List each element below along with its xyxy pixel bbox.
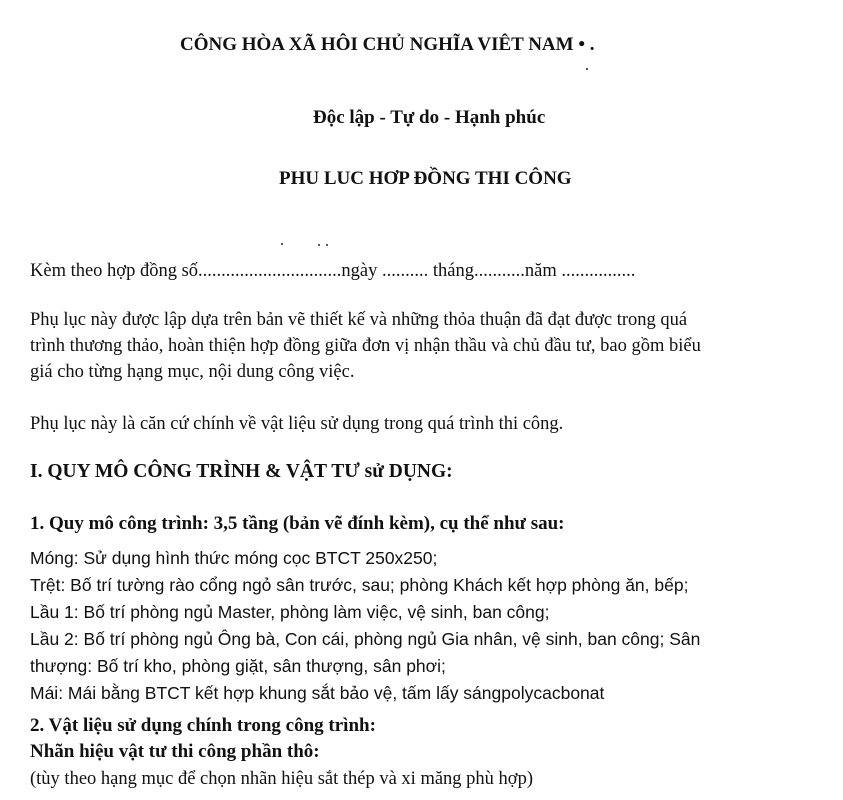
list-item: Trệt: Bố trí tường rào cổng ngỏ sân trước, sau; phòng Khách kết hợp phòng ăn, bếp; [30,575,689,595]
stray-dot [318,244,320,246]
intro-paragraph-line: Phụ lục này được lập dựa trên bản vẽ thiết kế và những thỏa thuận đã đạt được trong quá [30,310,688,330]
stray-dot [586,68,588,70]
stray-dot [281,243,283,245]
subsection-materials-heading: 2. Vật liệu sử dụng chính trong công trình: [30,715,376,736]
scale-items-list [30,545,830,703]
stray-dot [326,244,328,246]
list-item: Mái: Mái bằng BTCT kết hợp khung sắt bảo vệ, tấm lấy sángpolycacbonat [30,683,605,703]
motto: Độc lập - Tự do - Hạnh phúc [313,107,546,128]
intro-paragraph-line: giá cho từng hạng mục, nội dung công việc. [30,362,355,382]
document-title: PHU LUC HƠP ĐỒNG THI CÔNG [279,168,572,189]
subsection-scale-heading: 1. Quy mô công trình: 3,5 tầng (bản vẽ đính kèm), cụ thể như sau: [30,513,565,534]
intro-paragraph-line: trình thương thảo, hoàn thiện hợp đồng giữa đơn vị nhận thầu và chủ đầu tư, bao gồm biểu [30,336,701,356]
list-item: Lầu 2: Bố trí phòng ngủ Ông bà, Con cái, phòng ngủ Gia nhân, vệ sinh, ban công; Sân [30,629,701,649]
basis-paragraph: Phụ lục này là căn cứ chính về vật liệu sử dụng trong quá trình thi công. [30,414,564,434]
nation-title: CÔNG HÒA XÃ HÔI CHỦ NGHĨA VIÊT NAM • . [180,34,595,55]
list-item: Lầu 1: Bố trí phòng ngủ Master, phòng làm việc, vệ sinh, ban công; [30,602,550,622]
brand-note: (tùy theo hạng mục để chọn nhãn hiệu sắt thép và xi măng phù hợp) [30,769,533,789]
brand-heading: Nhãn hiệu vật tư thi công phần thô: [30,741,320,762]
list-item: thượng: Bố trí kho, phòng giặt, sân thượng, sân phơi; [30,656,446,676]
contract-reference-line: Kèm theo hợp đồng số...............................ngày .......... tháng...........năm ................ [30,261,636,281]
section-heading: I. QUY MÔ CÔNG TRÌNH & VẬT TƯ sử DỤNG: [30,461,453,482]
list-item: Móng: Sử dụng hình thức móng cọc BTCT 250x250; [30,548,438,568]
